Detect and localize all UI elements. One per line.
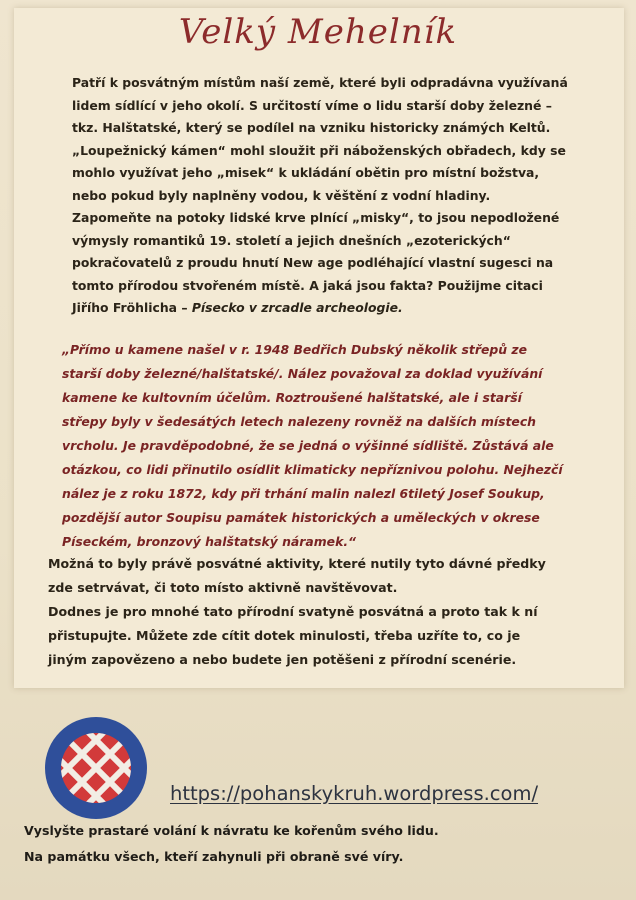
citation-work: Písecko v zrcadle archeologie.: [191, 300, 403, 315]
outro-line: Dodnes je pro mnohé tato přírodní svatyně posvátná a proto tak k ní: [48, 604, 538, 619]
archaeology-quote: [62, 338, 602, 554]
page-title: Velký Mehelník: [178, 12, 458, 52]
quote-line: vrcholu. Je pravděpodobné, že se jedná o výšinné sídliště. Zůstává ale: [62, 438, 554, 453]
circle-cross-emblem-icon: [44, 716, 148, 820]
quote-line: otázkou, co lidi přinutilo osídlit klimaticky nepříznivou polohu. Nejhezčí: [62, 462, 563, 477]
website-link[interactable]: https://pohanskykruh.wordpress.com/: [170, 782, 539, 805]
footer-line: Na památku všech, kteří zahynuli při obraně své víry.: [24, 849, 404, 864]
outro-line: Možná to byly právě posvátné aktivity, které nutily tyto dávné předky: [48, 556, 546, 571]
quote-line: pozdější autor Soupisu památek historických a uměleckých v okrese: [62, 510, 540, 525]
intro-text: [72, 72, 602, 320]
intro-line: tkz. Halštatské, který se podílel na vzniku historicky známých Keltů.: [72, 120, 551, 135]
outro-line: zde setrvávat, či toto místo aktivně navštěvovat.: [48, 580, 398, 595]
outro-line: přistupujte. Můžete zde cítit dotek minulosti, třeba uzříte to, co je: [48, 628, 521, 643]
intro-line: pokračovatelů z proudu hnutí New age podléhající vlastní sugesci na: [72, 255, 554, 270]
footer-line: Vyslyšte prastaré volání k návratu ke kořenům svého lidu.: [24, 823, 439, 838]
footer-text: [24, 818, 614, 870]
quote-line: nález je z roku 1872, kdy při trhání malin nalezl 6tiletý Josef Soukup,: [62, 486, 545, 501]
intro-line: tomto přírodou stvořeném místě. A jaká jsou fakta? Použijme citaci: [72, 277, 543, 293]
outro-line: jiným zapovězeno a nebo budete jen potěšeni z přírodní scenérie.: [48, 652, 517, 667]
quote-line: střepy byly v šedesátých letech nalezeny rovněž na dalších místech: [62, 414, 536, 429]
intro-line: Patří k posvátným místům naší země, které byli odpradávna využívaná: [72, 75, 568, 90]
intro-line: lidem sídlící v jeho okolí. S určitostí víme o lidu starší doby železné –: [72, 97, 552, 113]
quote-line: Píseckém, bronzový halštatský náramek.“: [62, 534, 357, 549]
intro-line: Zapomeňte na potoky lidské krve plnící „misky“, to jsou nepodložené: [72, 210, 560, 225]
outro-text: [48, 552, 608, 672]
intro-line: výmysly romantiků 19. století a jejich dnešních „ezoterických“: [72, 232, 511, 248]
citation-line: [72, 297, 602, 320]
quote-line: „Přímo u kamene našel v r. 1948 Bedřich Dubský několik střepů ze: [62, 342, 527, 357]
intro-line: nebo pokud byly naplněny vodou, k věštění z vodní hladiny.: [72, 187, 491, 203]
intro-line: „Loupežnický kámen“ mohl sloužit při náboženských obřadech, kdy se: [72, 142, 566, 158]
quote-line: kamene ke kultovním účelům. Roztroušené halštatské, ale i starší: [62, 390, 522, 405]
intro-line: mohlo využívat jeho „misek“ k ukládání obětin pro místní božstva,: [72, 165, 540, 180]
quote-line: starší doby železné/halštatské/. Nález považoval za doklad využívání: [62, 366, 543, 381]
citation-author: Jiřího Fröhlicha –: [72, 300, 192, 315]
